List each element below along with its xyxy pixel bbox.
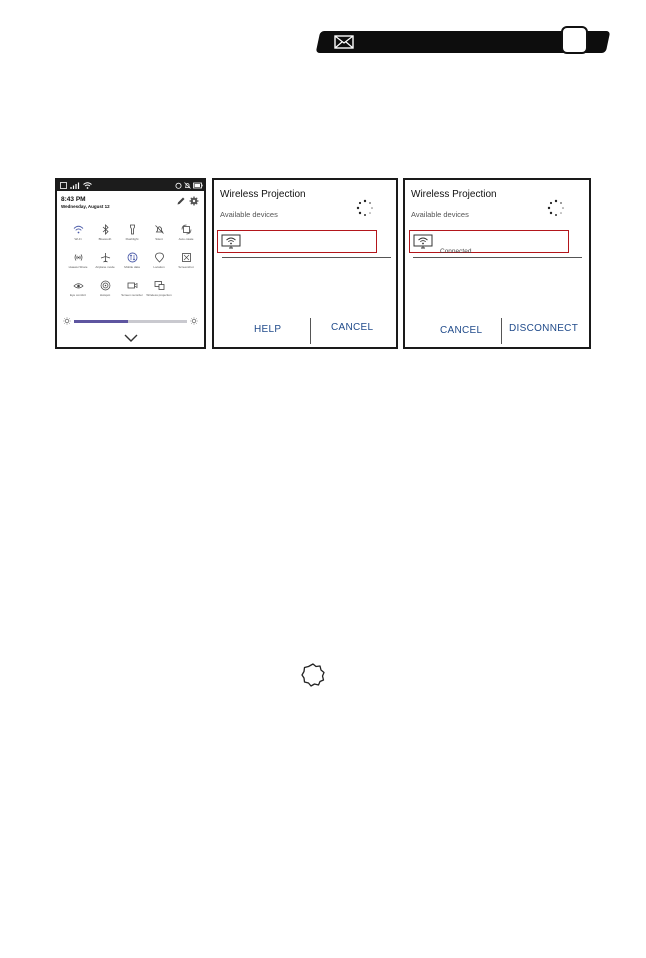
quick-tile-huawei-share[interactable] <box>64 252 92 270</box>
quick-tile-label: Screen recorder <box>121 293 143 297</box>
video-icon <box>127 280 138 291</box>
wifi-icon <box>73 224 84 235</box>
button-separator <box>310 318 311 344</box>
quick-tile-label: Wi-Fi <box>74 237 82 241</box>
quick-tile-eye-comfort[interactable] <box>64 280 92 298</box>
divider <box>222 257 391 258</box>
quick-tile-label: Auto-rotate <box>178 237 194 241</box>
quick-tile-flashlight[interactable] <box>118 224 146 242</box>
dialog-title: Wireless Projection <box>411 189 497 200</box>
divider <box>413 257 582 258</box>
quick-tile-auto-rotate[interactable] <box>172 224 200 242</box>
flashlight-icon <box>127 224 138 235</box>
mobile-data-icon <box>127 252 138 263</box>
quick-tile-silent[interactable] <box>145 224 173 242</box>
projection-dialog-searching <box>212 178 398 349</box>
battery-icon <box>193 182 203 189</box>
settings-gear-icon <box>300 662 326 688</box>
wireless-display-icon <box>413 234 433 249</box>
status-bar <box>57 180 204 191</box>
sim-icon <box>60 182 67 189</box>
quick-tile-wi-fi[interactable] <box>64 224 92 242</box>
quick-tile-label: Eye comfort <box>69 293 86 297</box>
rotate-icon <box>181 224 192 235</box>
button-separator <box>501 318 502 344</box>
clock-time: 8:43 PM <box>61 196 86 203</box>
brightness-slider[interactable] <box>63 317 198 325</box>
quick-tile-airplane-mode[interactable] <box>91 252 119 270</box>
wireless-display-icon <box>221 234 241 249</box>
hotspot-icon <box>100 280 111 291</box>
bell-off-icon <box>154 224 165 235</box>
dialog-subtitle: Available devices <box>411 210 469 219</box>
dialog-subtitle: Available devices <box>220 210 278 219</box>
brightness-track <box>74 320 187 323</box>
clock-date: Wednesday, August 12 <box>61 204 110 209</box>
silent-status-icon <box>184 182 191 189</box>
cancel-button[interactable]: CANCEL <box>440 325 483 336</box>
quick-tile-wireless-projection[interactable] <box>145 280 173 298</box>
gear-icon[interactable] <box>189 196 199 206</box>
wifi-status-icon <box>83 182 92 189</box>
quick-tile-label: Airplane mode <box>95 265 115 269</box>
edit-icon[interactable] <box>176 196 186 206</box>
loading-spinner-icon <box>546 198 566 218</box>
envelope-icon <box>334 35 354 49</box>
loading-spinner-icon <box>355 198 375 218</box>
quick-settings-screenshot <box>55 178 206 349</box>
sun-small-icon <box>63 317 71 325</box>
quick-tile-screen-recorder[interactable] <box>118 280 146 298</box>
share-icon <box>73 252 84 263</box>
brightness-fill <box>74 320 128 323</box>
bluetooth-icon <box>100 224 111 235</box>
connection-status: Connected <box>440 248 472 255</box>
airplane-icon <box>100 252 111 263</box>
quick-tile-label: Bluetooth <box>98 237 112 241</box>
location-icon <box>154 252 165 263</box>
chevron-down-icon[interactable] <box>124 334 138 342</box>
device-list-item[interactable] <box>409 230 569 253</box>
quick-tile-hotspot[interactable] <box>91 280 119 298</box>
quick-tile-mobile-data[interactable] <box>118 252 146 270</box>
quick-tile-label: Silent <box>155 237 163 241</box>
dialog-title: Wireless Projection <box>220 189 306 200</box>
quick-tile-label: Location <box>153 265 165 269</box>
quick-tile-bluetooth[interactable] <box>91 224 119 242</box>
cancel-button[interactable]: CANCEL <box>331 322 374 333</box>
eye-icon <box>73 280 84 291</box>
page-tab <box>561 26 588 54</box>
quick-tile-label: Huawei Share <box>68 265 88 269</box>
sun-large-icon <box>190 317 198 325</box>
signal-icon <box>70 182 80 189</box>
quick-tile-label: Hotspot <box>99 293 111 297</box>
projection-dialog-connected <box>403 178 591 349</box>
screenshot-icon <box>181 252 192 263</box>
quick-tile-label: Wireless projection <box>146 293 172 297</box>
help-button[interactable]: HELP <box>254 324 282 335</box>
quick-tile-label: Mobile data <box>124 265 140 269</box>
projection-icon <box>154 280 165 291</box>
quick-tile-screenshot[interactable] <box>172 252 200 270</box>
alarm-icon <box>175 182 182 189</box>
disconnect-button[interactable]: DISCONNECT <box>509 323 579 334</box>
quick-tile-label: Screenshot <box>178 265 194 269</box>
quick-tile-label: Flashlight <box>125 237 139 241</box>
quick-tile-location[interactable] <box>145 252 173 270</box>
device-list-item[interactable] <box>217 230 377 253</box>
section-header <box>318 31 608 53</box>
